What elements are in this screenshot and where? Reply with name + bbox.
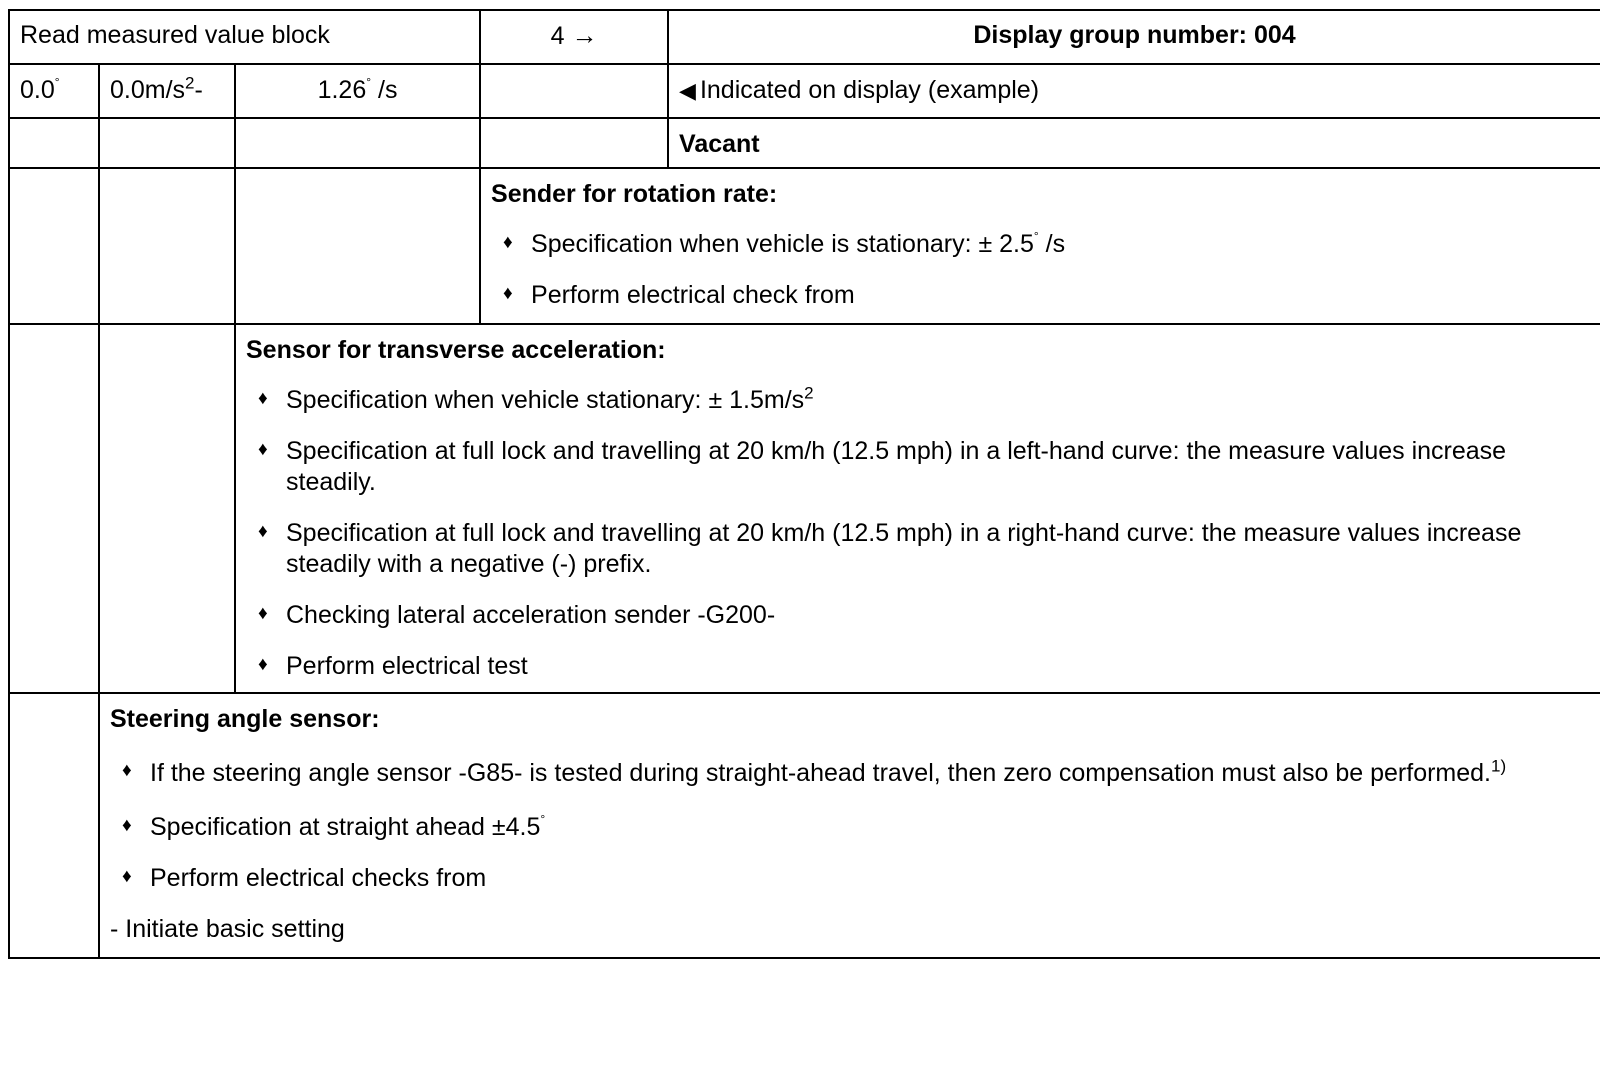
diamond-bullet-icon: ♦ [258,388,268,409]
list-item-text: If the steering angle sensor -G85- is tested during straight-ahead travel, then zero compensation must also be performed. [150,759,1492,787]
right-arrow-icon: → [571,20,598,50]
diamond-bullet-icon: ♦ [122,760,132,781]
field-3-list [246,385,1590,682]
empty-cell [235,168,480,324]
diamond-bullet-icon: ♦ [503,283,513,304]
field-1-text: Vacant [679,130,760,158]
empty-cell [480,118,668,168]
basic-setting-line: - Initiate basic setting [110,915,345,943]
field-2-title: Sender for rotation rate: [491,180,778,208]
list-item-text: Checking lateral acceleration sender -G200- [286,601,776,629]
list-item-text: Perform electrical test [286,652,528,680]
list-item [491,280,1590,311]
value-2-exponent: 2 [185,73,195,93]
header-title-cell [9,10,480,64]
list-item-text: Specification at full lock and travelling at 20 km/h (12.5 mph) in a right-hand curve: the measure values increase steadily with a negative (-) prefix. [286,519,1522,578]
list-item [246,518,1590,580]
field-2-list [491,229,1590,311]
list-item [246,436,1590,498]
triangle-left-icon: ◀ [679,78,696,103]
field-3-cell [235,324,1600,693]
list-item-text: Specification when vehicle is stationary: ± 2.5 [531,230,1034,258]
field-2-cell [480,168,1600,324]
diamond-bullet-icon: ♦ [258,603,268,624]
list-item [110,754,1590,792]
list-item-suffix: /s [1038,230,1066,258]
header-title: Read measured value block [20,21,330,49]
empty-cell [9,693,99,958]
display-group-cell [668,10,1600,64]
list-item-text: Specification at full lock and travelling at 20 km/h (12.5 mph) in a left-hand curve: the measure values increase steadily. [286,437,1507,496]
diamond-bullet-icon: ♦ [122,815,132,836]
list-item [246,600,1590,631]
diamond-bullet-icon: ♦ [258,654,268,675]
field-4-row [9,693,1600,958]
value-2-suffix: - [194,76,203,104]
list-item [110,863,1590,894]
exponent: 2 [804,383,814,403]
diamond-bullet-icon: ♦ [258,439,268,460]
value-cell-3 [235,64,480,118]
list-item [246,651,1590,682]
value-cell-4-empty [480,64,668,118]
value-cell-1 [9,64,99,118]
diamond-bullet-icon: ♦ [122,866,132,887]
diamond-bullet-icon: ♦ [258,521,268,542]
value-2: 0.0m/s [110,76,186,104]
empty-cell [99,168,235,324]
empty-cell [235,118,480,168]
field-3-row [9,324,1600,693]
field-4-title: Steering angle sensor: [110,705,380,733]
field-2-row [9,168,1600,324]
degree-mark: ° [1033,228,1039,243]
header-group-index-cell [480,10,668,64]
field-3-title: Sensor for transverse acceleration: [246,336,666,364]
header-row [9,10,1600,64]
indicator-cell [668,64,1600,118]
list-item-text: Specification when vehicle stationary: ± 1.5m/s [286,386,805,414]
field-1-cell [668,118,1600,168]
list-item-text: Perform electrical check from [531,281,855,309]
value-3: 1.26 [317,76,367,104]
list-item [110,812,1590,843]
list-item [246,385,1590,416]
group-index: 4 [550,22,565,50]
field-4-list [110,754,1590,894]
value-1: 0.0 [20,76,55,104]
degree-mark: ° [366,74,372,89]
list-item-text: Specification at straight ahead ±4.5 [150,813,541,841]
empty-cell [9,168,99,324]
degree-mark: ° [54,74,60,89]
empty-cell [9,118,99,168]
footnote-marker: 1) [1491,756,1507,776]
display-values-row [9,64,1600,118]
empty-cell [9,324,99,693]
value-cell-2 [99,64,235,118]
field-1-row [9,118,1600,168]
measured-value-table [8,9,1600,959]
empty-cell [99,324,235,693]
empty-cell [99,118,235,168]
list-item-text: Perform electrical checks from [150,864,487,892]
value-3-suffix: /s [378,76,398,104]
field-4-cell [99,693,1600,958]
indicator-text: Indicated on display (example) [699,76,1040,104]
display-group-label: Display group number: 004 [973,21,1296,49]
diamond-bullet-icon: ♦ [503,232,513,253]
list-item [491,229,1590,260]
degree-mark: ° [540,811,546,826]
